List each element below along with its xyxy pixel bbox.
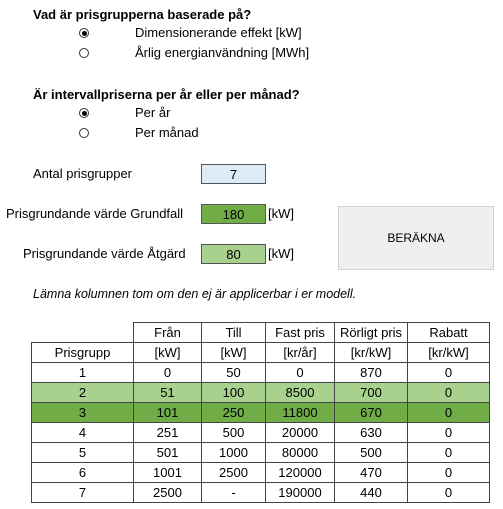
table-cell[interactable]: 20000 — [266, 423, 335, 443]
table-cell[interactable]: 2500 — [134, 483, 202, 503]
table-cell[interactable]: - — [202, 483, 266, 503]
table-cell[interactable]: 251 — [134, 423, 202, 443]
table-cell[interactable]: 120000 — [266, 463, 335, 483]
table-cell[interactable]: 670 — [335, 403, 408, 423]
radio-energi[interactable] — [79, 48, 89, 58]
radio-per-ar-label: Per år — [135, 105, 171, 120]
table-cell[interactable]: 870 — [335, 363, 408, 383]
table-header-row-1 — [32, 323, 490, 343]
table-cell[interactable]: 100 — [202, 383, 266, 403]
table-cell[interactable]: 0 — [408, 423, 490, 443]
table-cell[interactable]: 500 — [335, 443, 408, 463]
table-cell: 3 — [32, 403, 134, 423]
table-cell[interactable]: 0 — [134, 363, 202, 383]
table-cell[interactable]: 80000 — [266, 443, 335, 463]
table-cell: 2 — [32, 383, 134, 403]
table-cell[interactable]: 500 — [202, 423, 266, 443]
grundfall-unit: [kW] — [268, 206, 294, 221]
header-cell: [kr/kW] — [335, 343, 408, 363]
header-cell: [kr/kW] — [408, 343, 490, 363]
table-row — [32, 383, 490, 403]
table-cell[interactable]: 1001 — [134, 463, 202, 483]
table-cell[interactable]: 501 — [134, 443, 202, 463]
radio-energi-label: Årlig energianvändning [MWh] — [135, 45, 310, 60]
question-period: Är intervallpriserna per år eller per månad? — [33, 87, 300, 102]
antal-input[interactable]: 7 — [201, 164, 266, 184]
table-cell[interactable]: 0 — [408, 443, 490, 463]
header-cell: Från — [134, 323, 202, 343]
table-cell[interactable]: 1000 — [202, 443, 266, 463]
price-table — [31, 322, 490, 503]
header-cell: [kr/år] — [266, 343, 335, 363]
table-row — [32, 363, 490, 383]
radio-per-manad-label: Per månad — [135, 125, 199, 140]
table-cell[interactable]: 470 — [335, 463, 408, 483]
table-row — [32, 463, 490, 483]
header-cell — [32, 323, 134, 343]
berakna-button[interactable]: BERÄKNA — [338, 206, 494, 270]
header-cell: Rabatt — [408, 323, 490, 343]
table-header-row-2 — [32, 343, 490, 363]
table-cell[interactable]: 0 — [408, 363, 490, 383]
table-cell[interactable]: 630 — [335, 423, 408, 443]
table-cell[interactable]: 11800 — [266, 403, 335, 423]
table-cell: 4 — [32, 423, 134, 443]
table-cell: 7 — [32, 483, 134, 503]
table-cell[interactable]: 2500 — [202, 463, 266, 483]
table-row — [32, 483, 490, 503]
table-cell: 6 — [32, 463, 134, 483]
table-cell[interactable]: 0 — [408, 483, 490, 503]
header-cell: Prisgrupp — [32, 343, 134, 363]
atgard-unit: [kW] — [268, 246, 294, 261]
radio-effekt[interactable] — [79, 28, 89, 38]
table-cell[interactable]: 51 — [134, 383, 202, 403]
radio-per-ar[interactable] — [79, 108, 89, 118]
header-cell: Fast pris — [266, 323, 335, 343]
grundfall-label: Prisgrundande värde Grundfall — [6, 206, 184, 221]
radio-effekt-label: Dimensionerande effekt [kW] — [135, 25, 302, 40]
table-cell[interactable]: 250 — [202, 403, 266, 423]
header-cell: Rörligt pris — [335, 323, 408, 343]
antal-label: Antal prisgrupper — [33, 166, 132, 181]
table-row — [32, 443, 490, 463]
note-text: Lämna kolumnen tom om den ej är applicerbar i er modell. — [33, 287, 357, 301]
table-cell[interactable]: 0 — [266, 363, 335, 383]
table-cell[interactable]: 0 — [408, 403, 490, 423]
table-row — [32, 423, 490, 443]
table-cell[interactable]: 101 — [134, 403, 202, 423]
table-cell: 5 — [32, 443, 134, 463]
table-cell[interactable]: 0 — [408, 463, 490, 483]
radio-per-manad[interactable] — [79, 128, 89, 138]
table-cell[interactable]: 50 — [202, 363, 266, 383]
table-cell[interactable]: 440 — [335, 483, 408, 503]
grundfall-input[interactable]: 180 — [201, 204, 266, 224]
atgard-label: Prisgrundande värde Åtgärd — [23, 246, 186, 261]
table-cell[interactable]: 8500 — [266, 383, 335, 403]
atgard-input[interactable]: 80 — [201, 244, 266, 264]
table-cell[interactable]: 0 — [408, 383, 490, 403]
table-cell[interactable]: 190000 — [266, 483, 335, 503]
table-cell[interactable]: 700 — [335, 383, 408, 403]
header-cell: [kW] — [202, 343, 266, 363]
table-row — [32, 403, 490, 423]
question-basis: Vad är prisgrupperna baserade på? — [33, 7, 252, 22]
table-cell: 1 — [32, 363, 134, 383]
header-cell: Till — [202, 323, 266, 343]
header-cell: [kW] — [134, 343, 202, 363]
